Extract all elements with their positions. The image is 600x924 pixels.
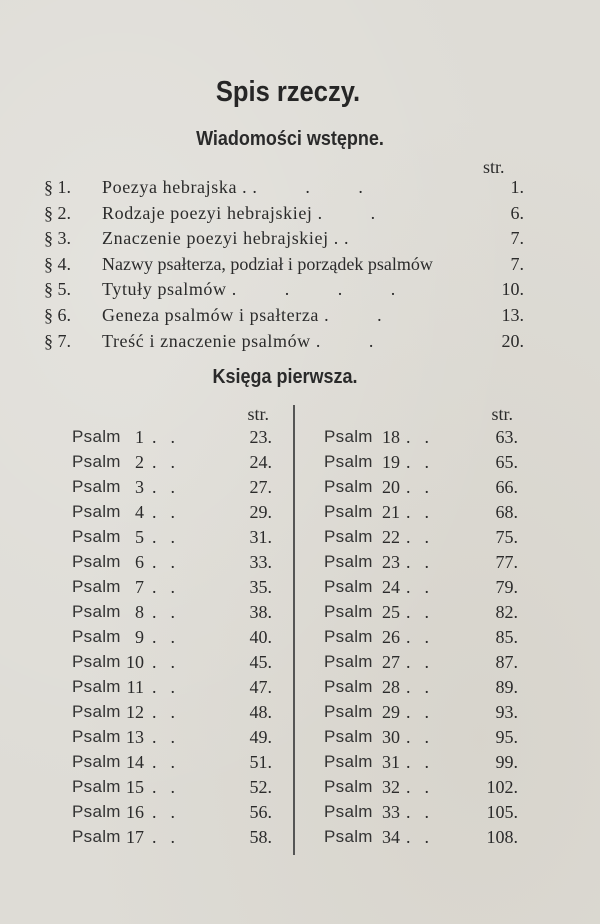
- psalm-entry: [324, 451, 524, 476]
- page-number: 24.: [249, 452, 272, 472]
- psalm-entry: [324, 676, 524, 701]
- psalm-word: Psalm: [324, 752, 373, 771]
- psalm-entry: [324, 576, 524, 601]
- page-number: 51.: [249, 752, 272, 772]
- psalm-entry: [324, 801, 524, 826]
- page-number: 85.: [495, 627, 518, 647]
- psalm-word: Psalm: [324, 452, 373, 471]
- page-number: 87.: [495, 652, 518, 672]
- psalm-number: 14: [126, 752, 144, 772]
- psalm-word: Psalm: [324, 627, 373, 646]
- page-number: 31.: [249, 527, 272, 547]
- intro-page-col-label: str.: [483, 157, 505, 177]
- book1-left-column: [72, 404, 272, 851]
- psalm-entry: [72, 776, 272, 801]
- section-number: § 1.: [44, 177, 71, 197]
- page-number: 66.: [495, 477, 518, 497]
- psalm-word: Psalm: [72, 502, 121, 521]
- page-number: 13.: [501, 304, 524, 325]
- psalm-entry: [72, 751, 272, 776]
- psalm-entry: [324, 776, 524, 801]
- psalm-word: Psalm: [72, 552, 121, 571]
- leader-dots: ..: [152, 727, 189, 747]
- psalm-entry: [72, 501, 272, 526]
- psalm-number: 29: [382, 702, 400, 722]
- page-number: 20.: [501, 330, 524, 351]
- psalm-word: Psalm: [72, 727, 121, 746]
- psalm-number: 8: [135, 602, 144, 622]
- leader-dots: ..: [406, 527, 443, 547]
- psalm-number: 30: [382, 727, 400, 747]
- page-number: 33.: [249, 552, 272, 572]
- toc-entry: [44, 304, 524, 330]
- psalm-word: Psalm: [72, 677, 121, 696]
- book1-right-column: [324, 404, 524, 851]
- page-number: 108.: [486, 827, 518, 847]
- psalm-entry: [72, 626, 272, 651]
- psalm-entry: [72, 676, 272, 701]
- psalm-entry: [324, 501, 524, 526]
- page-number: 35.: [249, 577, 272, 597]
- toc-entry: [44, 253, 524, 279]
- psalm-word: Psalm: [324, 677, 373, 696]
- toc-entry: [44, 278, 524, 304]
- leader-dots: ..: [152, 627, 189, 647]
- psalm-number: 11: [126, 677, 144, 697]
- psalm-number: 34: [382, 827, 400, 847]
- leader-dots: ..: [406, 627, 443, 647]
- leader-dots: ..: [406, 577, 443, 597]
- psalm-word: Psalm: [324, 727, 373, 746]
- psalm-number: 25: [382, 602, 400, 622]
- psalm-number: 9: [135, 627, 144, 647]
- page-number: 75.: [495, 527, 518, 547]
- psalm-number: 2: [135, 452, 144, 472]
- page-number: 99.: [495, 752, 518, 772]
- entry-label: Rodzaje poezyi hebrajskiej . .: [102, 202, 398, 223]
- psalm-number: 24: [382, 577, 400, 597]
- section-number: § 7.: [44, 330, 71, 351]
- leader-dots: ..: [152, 677, 189, 697]
- psalm-word: Psalm: [72, 777, 121, 796]
- psalm-word: Psalm: [324, 577, 373, 596]
- psalm-number: 3: [135, 477, 144, 497]
- page-number: 58.: [249, 827, 272, 847]
- leader-dots: ..: [406, 752, 443, 772]
- section-number: § 5.: [44, 279, 71, 300]
- section-number: § 6.: [44, 304, 71, 325]
- psalm-entry: [324, 526, 524, 551]
- psalm-entry: [72, 701, 272, 726]
- entry-label: Tytuły psalmów . . . .: [102, 279, 418, 300]
- psalm-entry: [72, 476, 272, 501]
- psalm-entry: [72, 551, 272, 576]
- psalm-word: Psalm: [324, 702, 373, 721]
- psalm-word: Psalm: [72, 427, 121, 446]
- page-number: 79.: [495, 577, 518, 597]
- leader-dots: ..: [152, 477, 189, 497]
- page-number: 52.: [249, 777, 272, 797]
- psalm-entry: [324, 726, 524, 751]
- leader-dots: ..: [406, 727, 443, 747]
- psalm-number: 21: [382, 502, 400, 522]
- psalm-entry: [72, 651, 272, 676]
- psalm-entry: [72, 526, 272, 551]
- leader-dots: ..: [406, 802, 443, 822]
- column-divider: [293, 405, 295, 855]
- psalm-number: 27: [382, 652, 400, 672]
- psalm-word: Psalm: [72, 477, 121, 496]
- entry-label: Nazwy psałterza, podział i porządek psalmów: [102, 253, 433, 274]
- page-number: 10.: [501, 279, 524, 300]
- psalm-word: Psalm: [324, 802, 373, 821]
- leader-dots: ..: [406, 777, 443, 797]
- psalm-number: 33: [382, 802, 400, 822]
- psalm-number: 13: [126, 727, 144, 747]
- leader-dots: ..: [406, 477, 443, 497]
- toc-entry: [44, 176, 524, 202]
- psalm-word: Psalm: [72, 627, 121, 646]
- psalm-number: 4: [135, 502, 144, 522]
- entry-label: Znaczenie poezyi hebrajskiej . .: [102, 228, 371, 249]
- leader-dots: ..: [406, 452, 443, 472]
- page-title: Spis rzeczy.: [215, 76, 361, 108]
- leader-dots: ..: [152, 527, 189, 547]
- psalm-word: Psalm: [72, 577, 121, 596]
- page-number: 7.: [510, 253, 524, 274]
- book1-heading: Księga pierwsza.: [212, 366, 358, 388]
- left-page-col-label: str.: [247, 404, 269, 424]
- psalm-number: 22: [382, 527, 400, 547]
- section-number: § 2.: [44, 202, 71, 223]
- psalm-entry: [324, 426, 524, 451]
- page-number: 6.: [510, 202, 524, 223]
- page-number: 49.: [249, 727, 272, 747]
- psalm-word: Psalm: [324, 427, 373, 446]
- psalm-number: 32: [382, 777, 400, 797]
- psalm-entry: [324, 701, 524, 726]
- page-number: 48.: [249, 702, 272, 722]
- page-number: 38.: [249, 602, 272, 622]
- psalm-word: Psalm: [324, 827, 373, 846]
- psalm-entry: [72, 451, 272, 476]
- psalm-entry: [72, 801, 272, 826]
- toc-entry: [44, 227, 524, 253]
- psalm-word: Psalm: [324, 777, 373, 796]
- leader-dots: ..: [152, 577, 189, 597]
- psalm-entry: [324, 476, 524, 501]
- page-number: 93.: [495, 702, 518, 722]
- psalm-number: 10: [126, 652, 144, 672]
- page-number: 56.: [249, 802, 272, 822]
- psalm-entry: [72, 826, 272, 851]
- psalm-entry: [324, 751, 524, 776]
- leader-dots: ..: [406, 602, 443, 622]
- entry-label: Geneza psalmów i psałterza . .: [102, 304, 404, 325]
- page-number: 63.: [495, 427, 518, 447]
- leader-dots: ..: [406, 827, 443, 847]
- leader-dots: ..: [152, 827, 189, 847]
- leader-dots: ..: [406, 677, 443, 697]
- leader-dots: ..: [406, 427, 443, 447]
- leader-dots: ..: [152, 652, 189, 672]
- leader-dots: ..: [152, 702, 189, 722]
- section-number: § 3.: [44, 228, 71, 249]
- psalm-number: 28: [382, 677, 400, 697]
- toc-entry: [44, 202, 524, 228]
- page-number: 29.: [249, 502, 272, 522]
- entry-label: Treść i znaczenie psalmów . .: [102, 330, 396, 351]
- page-number: 47.: [249, 677, 272, 697]
- psalm-word: Psalm: [72, 752, 121, 771]
- page-number: 45.: [249, 652, 272, 672]
- psalm-entry: [324, 651, 524, 676]
- entry-label: Poezya hebrajska . . . .: [102, 177, 385, 197]
- page-number: 105.: [486, 802, 518, 822]
- right-page-col-label: str.: [491, 404, 513, 424]
- psalm-number: 17: [126, 827, 144, 847]
- intro-heading: Wiadomości wstępne.: [196, 128, 384, 150]
- leader-dots: ..: [152, 802, 189, 822]
- psalm-word: Psalm: [72, 652, 121, 671]
- psalm-number: 26: [382, 627, 400, 647]
- psalm-entry: [72, 601, 272, 626]
- leader-dots: ..: [152, 602, 189, 622]
- section-number: § 4.: [44, 253, 71, 274]
- psalm-word: Psalm: [72, 802, 121, 821]
- leader-dots: ..: [406, 502, 443, 522]
- psalm-word: Psalm: [324, 552, 373, 571]
- psalm-number: 6: [135, 552, 144, 572]
- leader-dots: ..: [406, 552, 443, 572]
- psalm-word: Psalm: [72, 527, 121, 546]
- psalm-number: 1: [135, 427, 144, 447]
- psalm-word: Psalm: [72, 827, 121, 846]
- psalm-word: Psalm: [72, 602, 121, 621]
- psalm-entry: [324, 551, 524, 576]
- psalm-number: 20: [382, 477, 400, 497]
- leader-dots: ..: [152, 777, 189, 797]
- page-number: 82.: [495, 602, 518, 622]
- psalm-entry: [72, 726, 272, 751]
- psalm-word: Psalm: [324, 527, 373, 546]
- psalm-entry: [72, 426, 272, 451]
- psalm-number: 12: [126, 702, 144, 722]
- psalm-word: Psalm: [72, 452, 121, 471]
- leader-dots: ..: [152, 427, 189, 447]
- page-number: 89.: [495, 677, 518, 697]
- page-number: 102.: [486, 777, 518, 797]
- page-number: 7.: [510, 228, 524, 249]
- psalm-number: 31: [382, 752, 400, 772]
- psalm-number: 16: [126, 802, 144, 822]
- psalm-entry: [324, 826, 524, 851]
- psalm-entry: [324, 601, 524, 626]
- psalm-number: 18: [382, 427, 400, 447]
- psalm-number: 19: [382, 452, 400, 472]
- page-number: 68.: [495, 502, 518, 522]
- page-number: 23.: [249, 427, 272, 447]
- page-number: 40.: [249, 627, 272, 647]
- toc-entry: [44, 330, 524, 356]
- psalm-word: Psalm: [324, 477, 373, 496]
- leader-dots: ..: [152, 452, 189, 472]
- psalm-word: Psalm: [324, 652, 373, 671]
- page-number: 77.: [495, 552, 518, 572]
- psalm-number: 5: [135, 527, 144, 547]
- psalm-number: 23: [382, 552, 400, 572]
- page-number: 27.: [249, 477, 272, 497]
- psalm-word: Psalm: [324, 602, 373, 621]
- leader-dots: ..: [406, 702, 443, 722]
- page-number: 1.: [510, 177, 524, 197]
- psalm-word: Psalm: [324, 502, 373, 521]
- leader-dots: ..: [152, 752, 189, 772]
- page-number: 65.: [495, 452, 518, 472]
- leader-dots: ..: [152, 502, 189, 522]
- psalm-number: 7: [135, 577, 144, 597]
- leader-dots: ..: [406, 652, 443, 672]
- intro-toc-list: [44, 176, 524, 355]
- psalm-entry: [72, 576, 272, 601]
- page-number: 95.: [495, 727, 518, 747]
- psalm-entry: [324, 626, 524, 651]
- leader-dots: ..: [152, 552, 189, 572]
- psalm-number: 15: [126, 777, 144, 797]
- psalm-word: Psalm: [72, 702, 121, 721]
